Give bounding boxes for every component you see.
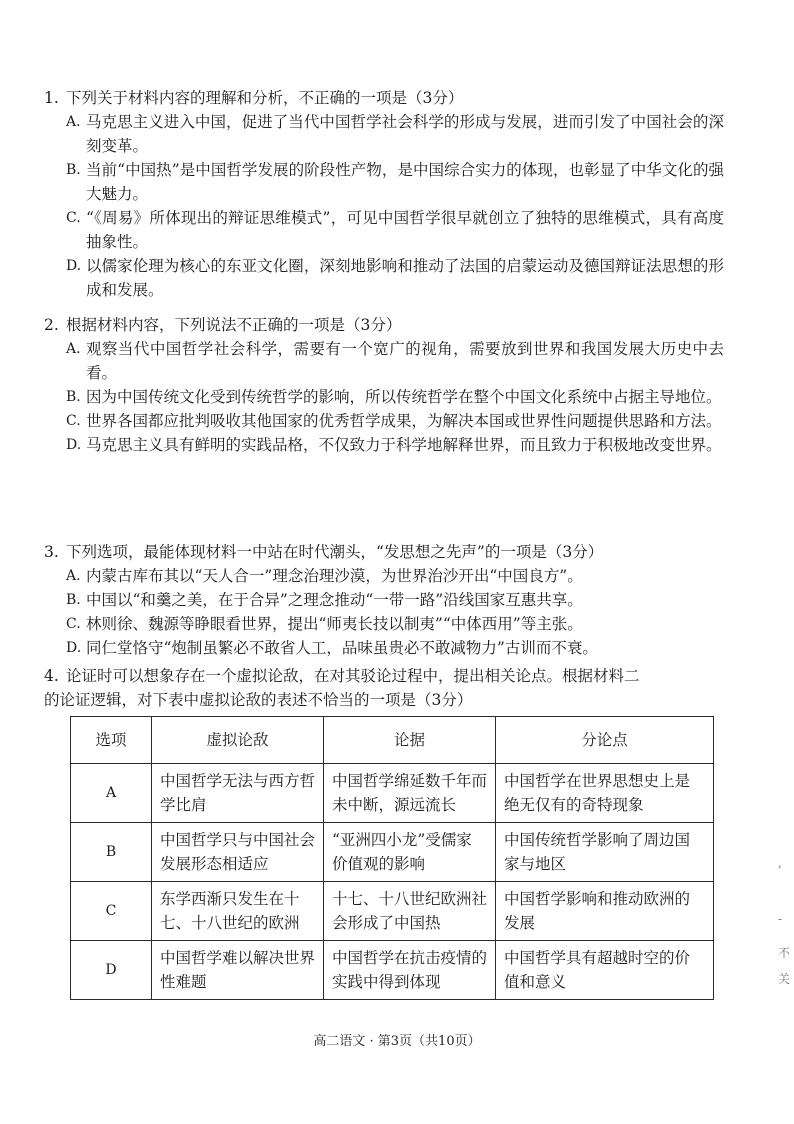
option-text: 当前“中国热”是中国哲学发展的阶段性产物，是中国综合实力的体现，也彰显了中华文化的强大魅力。: [86, 161, 724, 203]
question-3: [44, 540, 724, 660]
evidence-cell: 中国哲学在抗击疫情的实践中得到体现: [324, 941, 496, 1000]
option-text: 马克思主义进入中国，促进了当代中国哲学社会科学的形成与发展，进而引发了中国社会的深刻变革。: [86, 113, 724, 155]
option-text: 同仁堂恪守“炮制虽繁必不敢省人工，品味虽贵必不敢减物力”古训而不衰。: [86, 639, 598, 657]
opponent-cell: 中国哲学难以解决世界性难题: [152, 941, 324, 1000]
question-stem: [44, 664, 724, 688]
option-letter: D.: [66, 640, 82, 656]
question-number: 2.: [44, 316, 59, 334]
option-letter: C.: [66, 210, 81, 226]
option-b: [66, 588, 724, 612]
option-letter: B.: [66, 389, 81, 405]
option-letter: D.: [66, 258, 82, 274]
point-cell: 中国传统哲学影响了周边国家与地区: [496, 823, 714, 882]
option-letter: B.: [66, 592, 81, 608]
option-cell: C: [71, 882, 152, 941]
option-a: [66, 110, 724, 158]
question-text: 下列关于材料内容的理解和分析，不正确的一项是（3分）: [66, 89, 464, 107]
option-a: [66, 564, 724, 588]
option-a: [66, 337, 724, 385]
table-row: [71, 941, 714, 1000]
option-b: [66, 385, 724, 409]
option-text: “《周易》所体现出的辩证思维模式”，可见中国哲学很早就创立了独特的思维模式，具有高度抽象性。: [86, 209, 724, 251]
option-text: 观察当代中国哲学社会科学，需要有一个宽广的视角，需要放到世界和我国发展大历史中去看。: [86, 340, 724, 382]
question-stem: [44, 540, 724, 564]
option-text: 中国以“和羹之美，在于合异”之理念推动“一带一路”沿线国家互惠共享。: [86, 591, 583, 609]
option-c: [66, 612, 724, 636]
opponent-cell: 中国哲学只与中国社会发展形态相适应: [152, 823, 324, 882]
question-stem: [44, 313, 724, 337]
question-1: [44, 86, 724, 302]
option-text: 林则徐、魏源等睁眼看世界，提出“师夷长技以制夷”“中体西用”等主张。: [86, 615, 583, 633]
table-row: [71, 764, 714, 823]
option-text: 内蒙古库布其以“天人合一”理念治理沙漠，为世界治沙开出“中国良方”。: [86, 567, 583, 585]
question-number: 1.: [44, 89, 59, 107]
option-letter: C.: [66, 616, 81, 632]
column-header: 论据: [324, 717, 496, 764]
option-letter: B.: [66, 162, 81, 178]
option-b: [66, 158, 724, 206]
option-c: [66, 409, 724, 433]
page-footer: 高二语文 · 第3页（共10页）: [313, 1034, 481, 1049]
question-text: 论证时可以想象存在一个虚拟论敌，在对其驳论过程中，提出相关论点。根据材料二: [66, 667, 640, 685]
question-2: [44, 313, 724, 457]
point-cell: 中国哲学在世界思想史上是绝无仅有的奇特现象: [496, 764, 714, 823]
question-4: [44, 664, 724, 712]
evidence-cell: 中国哲学绵延数千年而未中断，源远流长: [324, 764, 496, 823]
question-number: 3.: [44, 543, 59, 561]
question-stem: [44, 86, 724, 110]
question-number: 4.: [44, 667, 59, 685]
evidence-cell: “亚洲四小龙”受儒家价值观的影响: [324, 823, 496, 882]
column-header: 虚拟论敌: [152, 717, 324, 764]
option-cell: D: [71, 941, 152, 1000]
option-text: 世界各国都应批判吸收其他国家的优秀哲学成果，为解决本国或世界性问题提供思路和方法。: [86, 412, 722, 430]
option-cell: A: [71, 764, 152, 823]
evidence-cell: 十七、十八世纪欧洲社会形成了中国热: [324, 882, 496, 941]
edge-mark: 不: [778, 946, 791, 960]
option-d: [66, 254, 724, 302]
option-cell: B: [71, 823, 152, 882]
edge-mark: 关: [778, 972, 791, 986]
column-header: 分论点: [496, 717, 714, 764]
option-text: 马克思主义具有鲜明的实践品格，不仅致力于科学地解释世界，而且致力于积极地改变世界。: [86, 436, 722, 454]
column-header: 选项: [71, 717, 152, 764]
point-cell: 中国哲学具有超越时空的价值和意义: [496, 941, 714, 1000]
table-header-row: [71, 717, 714, 764]
question-text: 根据材料内容，下列说法不正确的一项是（3分）: [66, 316, 402, 334]
option-text: 因为中国传统文化受到传统哲学的影响，所以传统哲学在整个中国文化系统中占据主导地位。: [86, 388, 722, 406]
table-row: [71, 882, 714, 941]
question-text-continued: 的论证逻辑，对下表中虚拟论敌的表述不恰当的一项是（3分）: [44, 691, 473, 709]
option-letter: A.: [66, 341, 81, 357]
table-row: [71, 823, 714, 882]
option-d: [66, 433, 724, 457]
option-letter: C.: [66, 413, 81, 429]
opponent-cell: 东学西渐只发生在十七、十八世纪的欧洲: [152, 882, 324, 941]
option-letter: A.: [66, 114, 81, 130]
option-text: 以儒家伦理为核心的东亚文化圈，深刻地影响和推动了法国的启蒙运动及德国辩证法思想的形成和发展。: [86, 257, 724, 299]
option-c: [66, 206, 724, 254]
argument-table: [70, 716, 714, 1000]
edge-mark: ,: [778, 856, 782, 870]
option-letter: D.: [66, 437, 82, 453]
question-text: 下列选项，最能体现材料一中站在时代潮头，“发思想之先声”的一项是（3分）: [66, 543, 604, 561]
edge-mark: -: [778, 912, 783, 926]
option-d: [66, 636, 724, 660]
option-letter: A.: [66, 568, 81, 584]
opponent-cell: 中国哲学无法与西方哲学比肩: [152, 764, 324, 823]
point-cell: 中国哲学影响和推动欧洲的发展: [496, 882, 714, 941]
